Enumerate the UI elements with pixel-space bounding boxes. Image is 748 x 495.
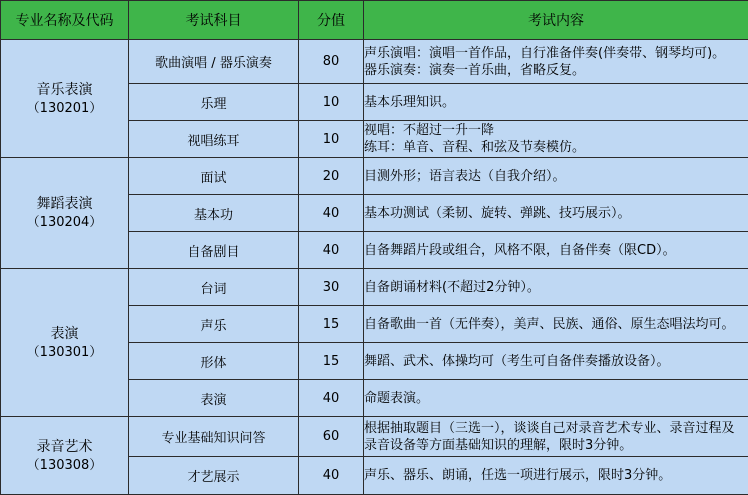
major-code: （130301） [1,344,128,362]
score-cell: 10 [299,121,364,158]
score-cell: 15 [299,343,364,380]
major-cell [1,269,129,417]
content-line: 目测外形；语言表达（自我介绍）。 [364,168,748,185]
content-cell [364,380,748,417]
major-name: 表演 [1,324,128,344]
header-row [1,1,748,40]
subject-cell: 形体 [129,343,299,380]
content-line: 录音设备等方面基础知识的理解，限时3分钟。 [364,437,748,454]
score-cell: 30 [299,269,364,306]
content-line: 声乐演唱：演唱一首作品，自行准备伴奏(伴奏带、钢琴均可)。 [364,45,748,62]
table-row [1,40,748,84]
score-cell: 20 [299,158,364,195]
subject-cell: 才艺展示 [129,457,299,495]
score-cell: 10 [299,84,364,121]
subject-cell: 乐理 [129,84,299,121]
subject-cell: 视唱练耳 [129,121,299,158]
content-line: 练耳：单音、音程、和弦及节奏模仿。 [364,139,748,156]
major-name: 音乐表演 [1,80,128,100]
major-name: 舞蹈表演 [1,194,128,214]
major-cell [1,40,129,158]
score-cell: 40 [299,195,364,232]
content-cell [364,343,748,380]
major-code: （130204） [1,214,128,232]
content-cell [364,158,748,195]
content-line: 舞蹈、武术、体操均可（考生可自备伴奏播放设备）。 [364,353,748,370]
exam-table-body [1,40,748,495]
content-cell [364,269,748,306]
subject-cell: 台词 [129,269,299,306]
score-cell: 60 [299,417,364,457]
content-cell [364,232,748,269]
content-cell [364,417,748,457]
content-cell [364,40,748,84]
content-line: 声乐、器乐、朗诵，任选一项进行展示，限时3分钟。 [364,467,748,484]
content-cell [364,84,748,121]
subject-cell: 专业基础知识问答 [129,417,299,457]
content-line: 视唱：不超过一升一降 [364,122,748,139]
content-line: 根据抽取题目（三选一），谈谈自己对录音艺术专业、录音过程及 [364,420,748,437]
major-code: （130201） [1,100,128,118]
subject-cell: 自备剧目 [129,232,299,269]
content-line: 自备朗诵材料(不超过2分钟）。 [364,279,748,296]
score-cell: 40 [299,380,364,417]
subject-cell: 面试 [129,158,299,195]
header-content: 考试内容 [364,1,748,40]
subject-cell: 歌曲演唱 / 器乐演奏 [129,40,299,84]
header-score: 分值 [299,1,364,40]
content-line: 自备舞蹈片段或组合，风格不限，自备伴奏（限CD）。 [364,242,748,259]
content-cell [364,195,748,232]
score-cell: 15 [299,306,364,343]
table-row [1,417,748,457]
content-line: 基本功测试（柔韧、旋转、弹跳、技巧展示）。 [364,205,748,222]
content-line: 基本乐理知识。 [364,94,748,111]
content-line: 器乐演奏：演奏一首乐曲，省略反复。 [364,62,748,79]
content-line: 命题表演。 [364,390,748,407]
content-cell [364,306,748,343]
score-cell: 40 [299,232,364,269]
header-major: 专业名称及代码 [1,1,129,40]
major-cell [1,158,129,269]
table-row [1,158,748,195]
header-subject: 考试科目 [129,1,299,40]
major-cell [1,417,129,495]
score-cell: 40 [299,457,364,495]
major-name: 录音艺术 [1,437,128,457]
content-cell [364,457,748,495]
content-line: 自备歌曲一首（无伴奏），美声、民族、通俗、原生态唱法均可。 [364,316,748,333]
subject-cell: 声乐 [129,306,299,343]
subject-cell: 基本功 [129,195,299,232]
subject-cell: 表演 [129,380,299,417]
score-cell: 80 [299,40,364,84]
major-code: （130308） [1,457,128,475]
content-cell [364,121,748,158]
table-row [1,269,748,306]
